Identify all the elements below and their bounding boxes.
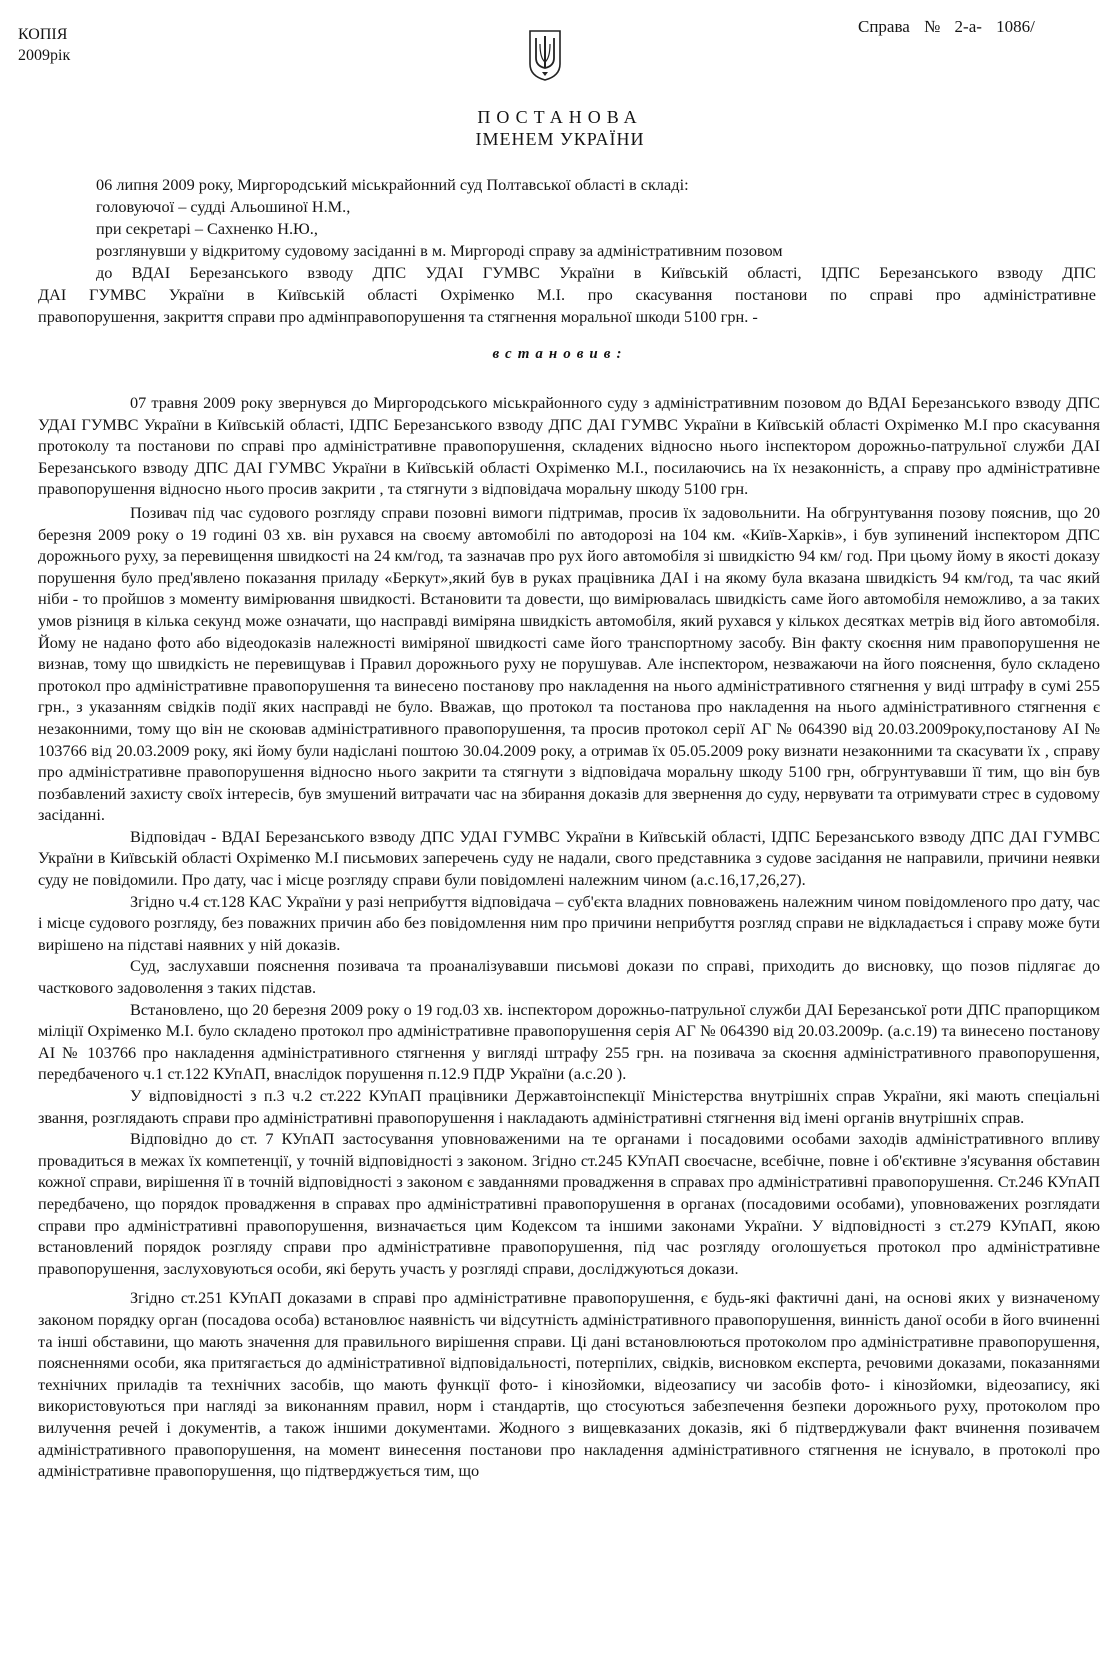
paragraph: Встановлено, що 20 березня 2009 року о 19 год.03 хв. інспектором дорожньо-патрульної служби ДАІ Березанської роти ДПС прапорщиком міліції Охріменко М.І. було складено протокол про адміністративне правопорушення серія АГ № 064390 від 20.03.2009р. (а.с.19) та винесено постанову АІ № 103766 про накладення адміністративного стягнення у вигляді штрафу 255 грн. на позивача за скоєння адміністративного правопорушення, передбаченого ч.1 ст.122 КУпАП, внаслідок порушення п.12.9 ПДР України (а.с.20 ).	[38, 999, 1100, 1084]
paragraph: Суд, заслухавши пояснення позивача та проаналізувавши письмові докази по справі, приходить до висновку, що позов підлягає до часткового задоволення з таких підстав.	[38, 956, 1100, 998]
intro-line: до ВДАІ Березанського взводу ДПС УДАІ ГУМВС України в Київській області, ІДПС Березанського взводу ДПС	[96, 263, 1096, 282]
intro-line: 06 липня 2009 року, Миргородський міськрайонний суд Полтавської області в складі:	[96, 175, 689, 194]
tryzub-icon	[527, 28, 563, 87]
intro-line: ДАІ ГУМВС України в Київській області Охріменко М.І. про скасування постанови по справі про адміністративне	[38, 285, 1096, 304]
paragraph: Позивач під час судового розгляду справи позовні вимоги підтримав, просив їх задовольнити. На обгрунтування позову пояснив, що 20 березня 2009 року о 19 годині 03 хв. він рухався на своєму автомобілі по автодорозі на 104 км. «Київ-Харків», і був зупинений інспектором ДПС дорожнього руху, за перевищення швидкості на 24 км/год, та зазначав про рух його автомобіля зі швидкістю 94 км/ год. При цьому йому в якості доказу порушення було пред'явлено показання приладу «Беркут»,який був в руках працівника ДАІ і на якому була вказана швидкість 94 км/год, та час який ніби - то пройшов з моменту вимірювання швидкості. Встановити та довести, що вимірювалась швидкість саме його автомобіля неможливо, а за таких умов різниця в кілька секунд може означати, що насправді виміряна швидкість автомобіля, який рухався у кількох десятках метрів від його автомобіля. Йому не надано фото або відеодоказів належності виміряної швидкості саме його транспортному засобу. Він факту скоєння ним правопорушення не визнав, тому що швидкість не перевищував і Правил дорожнього руху не порушував. Але інспектором, незважаючи на його пояснення, було складено протокол про адміністративне правопорушення та винесено постанову про накладення на нього адміністративного стягнення у виді штрафу в сумі 255 грн., з указанням свідків події яких насправді не було. Вважав, що протокол та постанова про накладення на нього адміністративного стягнення є незаконними, тому що він не скоював адміністративного правопорушення, та просив протокол серії АГ № 064390 від 20.03.2009року,постанову АІ № 103766 від 20.03.2009 року, які йому були надіслані поштою 30.04.2009 року, а отримав їх 05.05.2009 року визнати незаконними та скасувати їх , справу про адміністративне правопорушення відносно нього закрити та стягнути з відповідача моральну шкоду 5100 грн, обгрунтувавши її тим, що він був позбавлений захисту своїх інтересів, був змушений витрачати час на збирання доказів для звернення до суду, нервувати та отримувати стрес в судовому засіданні.	[38, 502, 1100, 825]
paragraph: Згідно ч.4 ст.128 КАС України у разі неприбуття відповідача – суб'єкта владних повноважень належним чином повідомленого про дату, час і місце судового розгляду, без поважних причин або без повідомлення ним про причини неприбуття розгляд справи не відкладається і справу може бути вирішено на підставі наявних у ній доказів.	[38, 891, 1100, 954]
title-resolution: ПОСТАНОВА	[477, 107, 643, 127]
paragraph: 07 травня 2009 року звернувся до Миргородського міськрайонного суду з адміністративним позовом до ВДАІ Березанського взводу ДПС УДАІ ГУМВС України в Київській області, ІДПС Березанського взводу ДПС ДАІ ГУМВС України в Київській області Охріменко М.І про скасування протоколу та постанови по справі про адміністративне правопорушення, складених відносно нього інспектором дорожньо-патрульної служби ДАІ Березанського взводу ДПС ДАІ ГУМВС України в Київській області Охріменко М.І., посилаючись на їх незаконність, а справу про адміністративне правопорушення відносно нього просив закрити , та стягнути з відповідача моральну шкоду 5100 грн.	[38, 393, 1100, 499]
intro-line: при секретарі – Сахненко Н.Ю.,	[96, 219, 318, 238]
paragraph: Згідно ст.251 КУпАП доказами в справі про адміністративне правопорушення, є будь-які фактичні дані, на основі яких у визначеному законом порядку орган (посадова особа) встановлює наявність чи відсутність адміністративного правопорушення, винність даної особи в його вчиненні та інші обставини, що мають значення для правильного вирішення справи. Ці дані встановлюються протоколом про адміністративне правопорушення, поясненнями особи, яка притягається до адміністративної відповідальності, потерпілих, свідків, висновком експерта, речовими доказами, показаннями технічних приладів та технічних засобів, що мають функції фото- і кінозйомки, відеозапису чи засобів фото- і кінозйомки, відеозапису, які використовуються при нагляді за виконанням правил, норм і стандартів, що стосуються забезпечення безпеки дорожнього руху, протоколом про вилучення речей і документів, а також іншими документами. Жодного з вищевказаних доказів, які б підтверджували факт вчинення позивачем адміністративного правопорушення, на момент винесення постанови про накладення адміністративного стягнення не існувало, в протоколі про адміністративне правопорушення, що підтверджується тим, що	[38, 1288, 1100, 1481]
copy-label: КОПІЯ	[18, 26, 68, 43]
body-text	[38, 392, 1100, 1482]
intro-line: розглянувши у відкритому судовому засіданні в м. Миргороді справу за адміністративним позовом	[96, 241, 783, 260]
title-in-name-of-ukraine: ІМЕНЕМ УКРАЇНИ	[475, 129, 645, 149]
section-heading: встановив:	[492, 346, 628, 362]
paragraph: У відповідності з п.3 ч.2 ст.222 КУпАП працівники Державтоінспекції Міністерства внутрішніх справ України, які мають спеціальні звання, розглядають справи про адміністративні правопорушення і накладають адміністративні стягнення від імені органів внутрішніх справ.	[38, 1086, 1100, 1127]
paragraph: Відповідач - ВДАІ Березанського взводу ДПС УДАІ ГУМВС України в Київській області, ІДПС Березанського взводу ДПС ДАІ ГУМВС України в Київській області Охріменко М.І письмових заперечень суду не надали, свого представника з судове засідання не направили, причини неявки суду не повідомили. Про дату, час і місце розгляду справи були повідомлені належним чином (а.с.16,17,26,27).	[38, 826, 1100, 890]
intro-line: головуючої – судді Альошиної Н.М.,	[96, 197, 351, 216]
copy-year: 2009рік	[18, 47, 71, 64]
document-title	[0, 106, 1120, 150]
paragraph: Відповідно до ст. 7 КУпАП застосування уповноваженими на те органами і посадовими особами заходів адміністративного впливу провадиться в межах їх компетенції, у точній відповідності з законом. Згідно ст.245 КУпАП своєчасне, всебічне, повне і об'єктивне з'ясування обставин кожної справи, вирішення її в точній відповідності з законом є завданнями провадження в справах про адміністративні правопорушення. Ст.246 КУпАП передбачено, що порядок провадження в справах про адміністративні правопорушення в органах (посадовими особами), уповноважених розглядати справи про адміністративні правопорушення, визначається цим Кодексом та іншими законами України. У відповідності з ст.279 КУпАП, якою встановлений порядок розгляду справи про адміністративне правопорушення, під час розгляду оголошується протокол про адміністративне правопорушення, заслуховуються особи, які беруть участь у розгляді справи, досліджуються докази.	[38, 1129, 1100, 1278]
copy-stamp	[18, 24, 70, 66]
case-number: Справа № 2-а- 1086/	[858, 17, 1035, 36]
intro-line: правопорушення, закриття справи про адмінправопорушення та стягнення моральної шкоди 5100 грн. -	[38, 307, 758, 326]
intro-block	[38, 174, 1096, 328]
